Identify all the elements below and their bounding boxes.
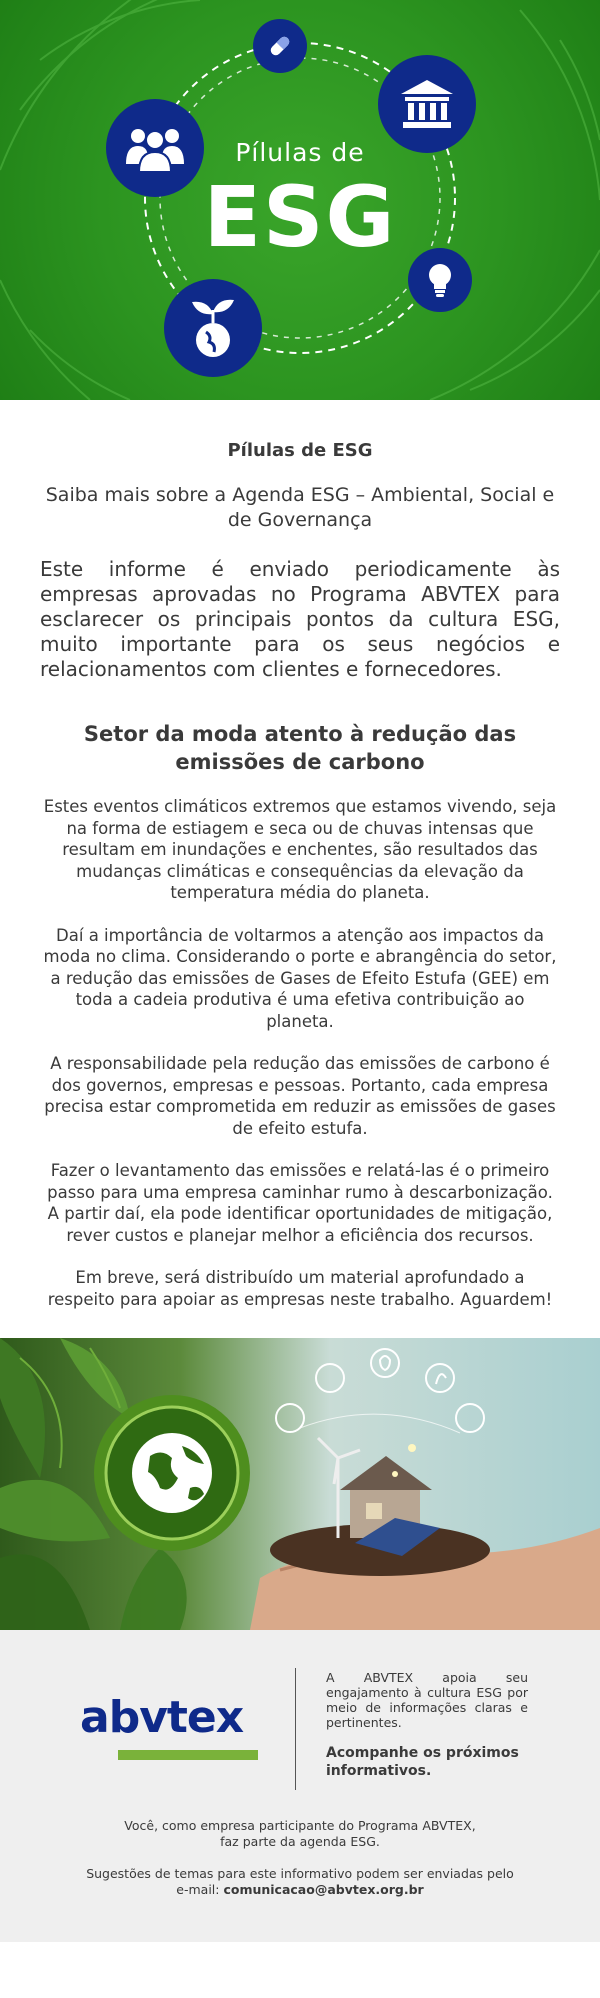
logo-text: abvtex [80, 1692, 244, 1743]
participant-note-line2: faz parte da agenda ESG. [220, 1834, 380, 1849]
email-link[interactable]: comunicacao@abvtex.org.br [223, 1882, 424, 1897]
suggestions-note [40, 1866, 560, 1898]
participant-note [40, 1818, 560, 1850]
footer-message [326, 1670, 528, 1780]
bank-icon [378, 55, 476, 153]
intro-title: Pílulas de ESG [227, 440, 373, 461]
globe-plant-icon [164, 279, 262, 377]
article-section [0, 682, 600, 1310]
intro-text: Este informe é enviado periodicamente às empresas aprovadas no Programa ABVTEX para esclarecer os principais pontos da cultura ESG, muito importante para os seus negócios e relacionamentos com clientes e fornecedores. [40, 557, 560, 681]
intro-section [0, 400, 600, 682]
article-paragraph: A responsabilidade pela redução das emissões de carbono é dos governos, empresas e pessoas. Portanto, cada empresa precisa estar comprometida em reduzir as emissões de gases de efeito estufa. [44, 1054, 556, 1138]
article-paragraph: Fazer o levantamento das emissões e relatá-las é o primeiro passo para uma empresa caminhar rumo à descarbonização. A partir daí, ela pode identificar oportunidades de mitigação, rever custos e planejar melhor a eficiência dos recursos. [47, 1161, 553, 1245]
article-title: Setor da moda atento à redução das emissões de carbono [83, 722, 517, 774]
people-icon [106, 99, 204, 197]
participant-note-line1: Você, como empresa participante do Programa ABVTEX, [124, 1818, 476, 1833]
logo-underline [118, 1750, 258, 1760]
hero-subtitle: Pílulas de [235, 138, 365, 167]
article-paragraph: Daí a importância de voltarmos a atenção aos impactos da moda no clima. Considerando o porte e abrangência do setor, a redução das emissões de Gases de Efeito Estufa (GEE) em toda a cadeia produtiva é uma efetiva contribuição ao planeta. [43, 925, 557, 1031]
footer-divider [295, 1668, 296, 1790]
support-text: A ABVTEX apoia seu engajamento à cultura ESG por meio de informações claras e pertinentes. [326, 1670, 528, 1730]
hero-banner [0, 0, 600, 400]
hero-title: ESG [203, 168, 397, 266]
suggestions-line1: Sugestões de temas para este informativo podem ser enviadas pelo [86, 1866, 514, 1881]
article-paragraph: Em breve, será distribuído um material aprofundado a respeito para apoiar as empresas neste trabalho. Aguardem! [47, 1268, 553, 1309]
abvtex-logo [80, 1692, 260, 1772]
pill-icon [253, 19, 307, 73]
email-prefix: e-mail: [176, 1882, 224, 1897]
follow-text: Acompanhe os próximos informativos. [326, 1745, 519, 1779]
intro-subtitle: Saiba mais sobre a Agenda ESG – Ambiental, Social e de Governança [45, 484, 555, 531]
article-paragraph: Estes eventos climáticos extremos que estamos vivendo, seja na forma de estiagem e seca ou de chuvas intensas que resultam em inundações e enchentes, são resultados das mudanças climáticas e consequências da elevação da temperatura média do planeta. [43, 797, 557, 902]
sustainability-image [0, 1338, 600, 1630]
lightbulb-icon [408, 248, 472, 312]
footer [0, 1630, 600, 1942]
sustainability-illustration [0, 1338, 600, 1630]
